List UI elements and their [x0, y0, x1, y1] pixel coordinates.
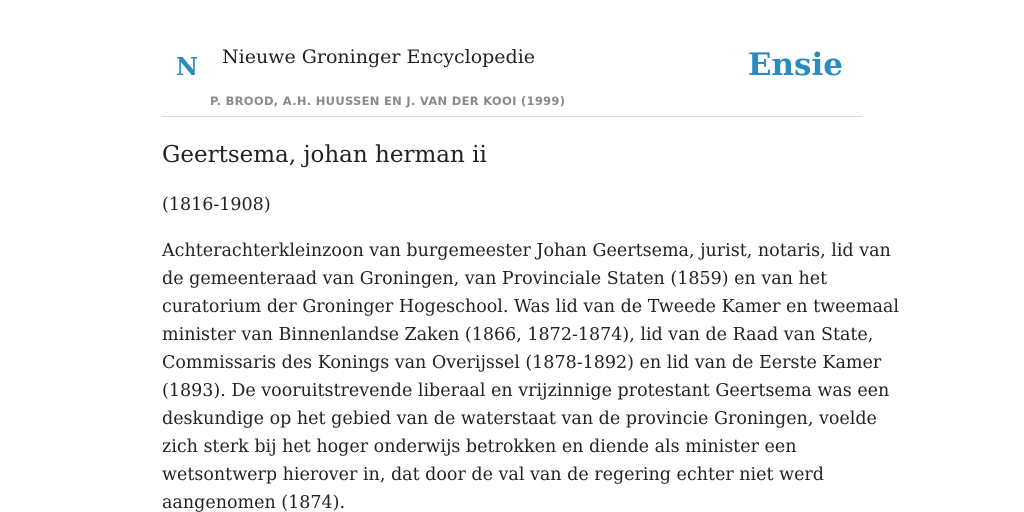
entry-body-line: wetsontwerp hierover in, dat door de val van de regering echter niet werd	[162, 465, 825, 485]
entry-body	[162, 237, 899, 512]
entry-body-line: curatorium der Groninger Hogeschool. Was lid van de Tweede Kamer en tweemaal	[162, 297, 899, 317]
entry-content	[162, 140, 899, 512]
book-letter-icon: N	[176, 52, 198, 81]
book-title-link[interactable]: Nieuwe Groninger Encyclopedie	[222, 46, 536, 68]
entry-dates: (1816-1908)	[162, 195, 271, 215]
entry-body-line: Commissaris des Konings van Overijssel (1878-1892) en lid van de Eerste Kamer	[162, 353, 882, 373]
entry-title: Geertsema, johan herman ii	[162, 142, 487, 168]
entry-body-line: zich sterk bij het hoger onderwijs betrokken en diende als minister een	[162, 437, 797, 457]
ensie-logo-link[interactable]: Ensie	[747, 47, 843, 83]
entry-body-line: minister van Binnenlandse Zaken (1866, 1872-1874), lid van de Raad van State,	[162, 325, 874, 345]
entry-body-line: Achterachterkleinzoon van burgemeester Johan Geertsema, jurist, notaris, lid van	[162, 241, 891, 261]
entry-body-line: de gemeenteraad van Groningen, van Provinciale Staten (1859) en van het	[162, 269, 828, 289]
entry-body-line: (1893). De vooruitstrevende liberaal en vrijzinnige protestant Geertsema was een	[162, 381, 890, 401]
book-header	[162, 0, 862, 117]
entry-body-line: aangenomen (1874).	[162, 493, 346, 512]
entry-body-line: deskundige op het gebied van de waterstaat van de provincie Groningen, voelde	[162, 409, 877, 429]
book-authors: P. BROOD, A.H. HUUSSEN EN J. VAN DER KOOI (1999)	[210, 94, 566, 108]
